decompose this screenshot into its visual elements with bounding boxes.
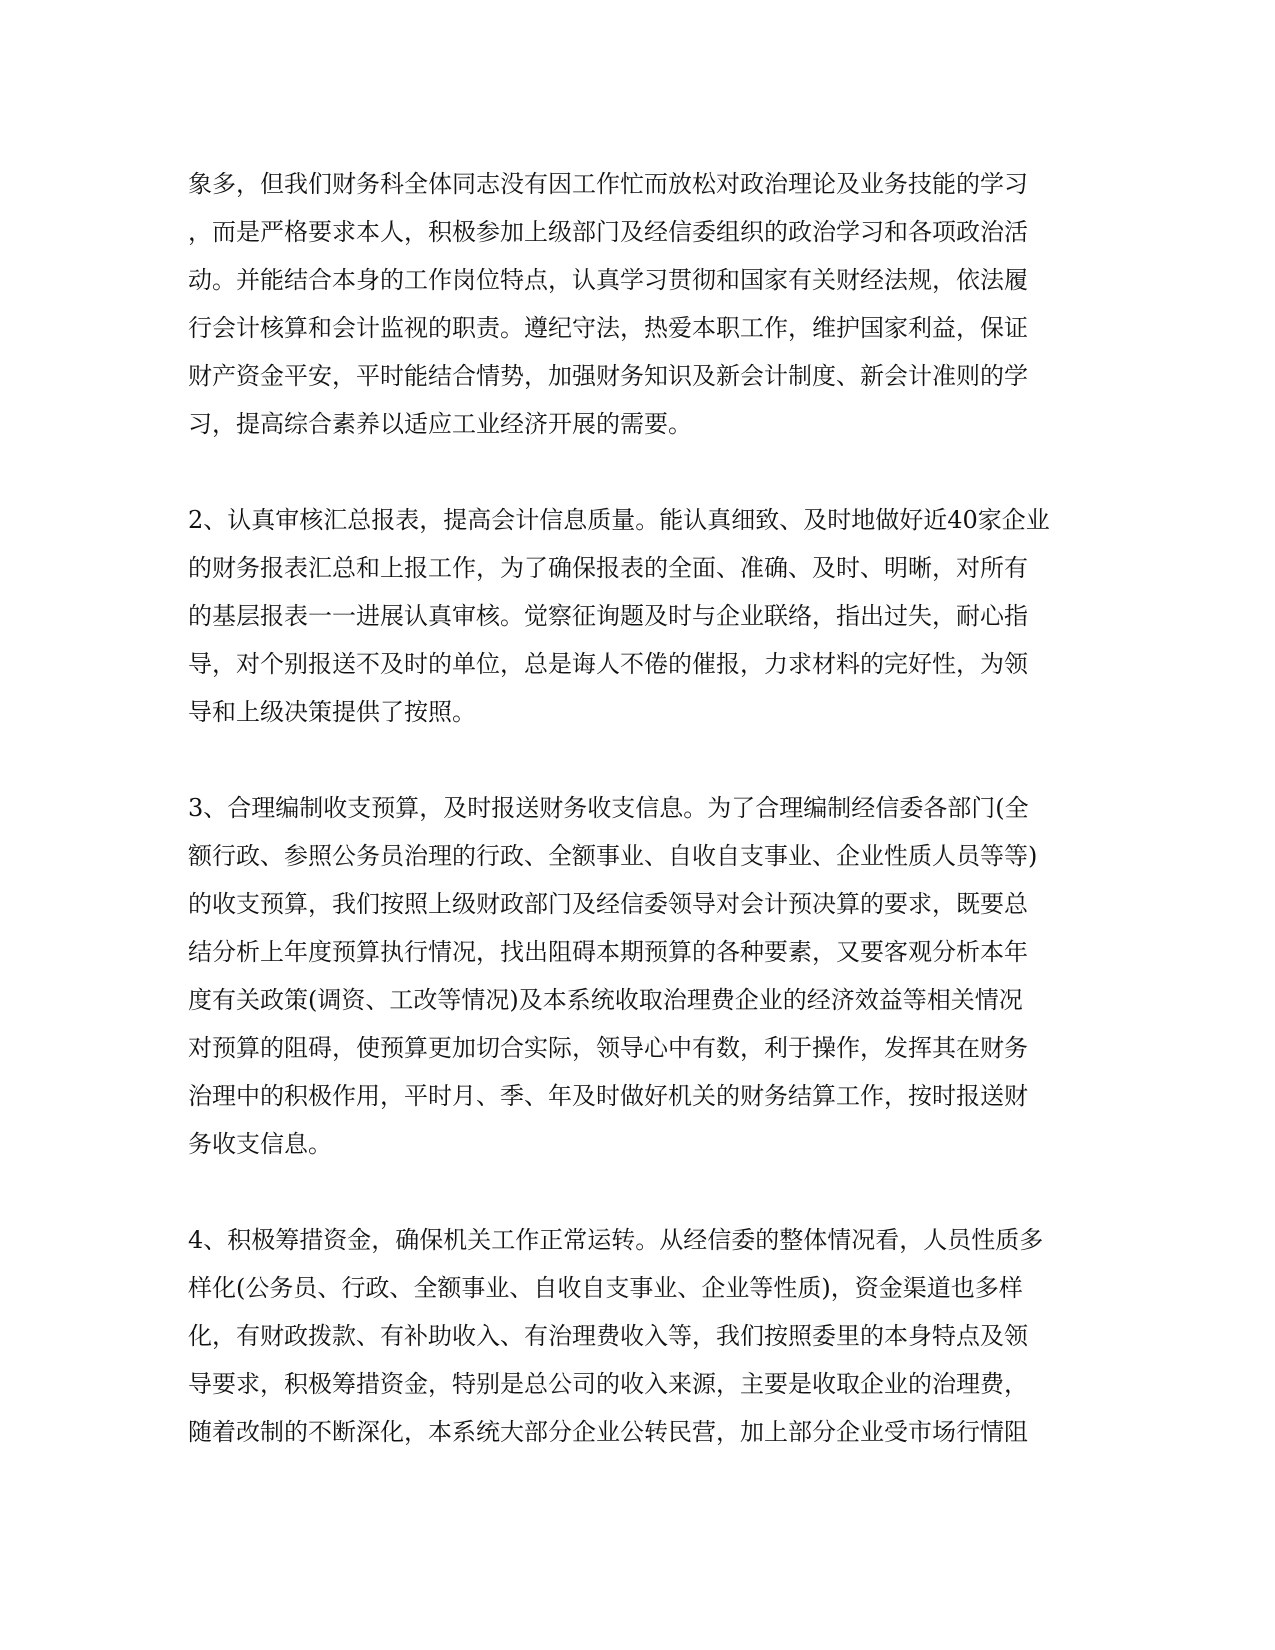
text-line: 3、合理编制收支预算，及时报送财务收支信息。为了合理编制经信委各部门(全	[188, 794, 1029, 822]
text-line: 导和上级决策提供了按照。	[188, 698, 476, 726]
text-line: 财产资金平安，平时能结合情势，加强财务知识及新会计制度、新会计准则的学	[188, 362, 1028, 390]
text-line: 额行政、参照公务员治理的行政、全额事业、自收自支事业、企业性质人员等等)	[188, 842, 1038, 870]
text-line: 动。并能结合本身的工作岗位特点，认真学习贯彻和国家有关财经法规，依法履	[188, 266, 1028, 294]
text-line: 习，提高综合素养以适应工业经济开展的需要。	[188, 410, 692, 438]
text-line: 务收支信息。	[188, 1130, 332, 1158]
text-line: ，而是严格要求本人，积极参加上级部门及经信委组织的政治学习和各项政治活	[188, 218, 1028, 246]
text-line: 度有关政策(调资、工改等情况)及本系统收取治理费企业的经济效益等相关情况	[188, 986, 1023, 1014]
text-line: 2、认真审核汇总报表，提高会计信息质量。能认真细致、及时地做好近40家企业	[188, 506, 1050, 534]
paragraph-2	[188, 496, 1068, 736]
text-line: 象多，但我们财务科全体同志没有因工作忙而放松对政治理论及业务技能的学习	[188, 170, 1028, 198]
text-line: 随着改制的不断深化，本系统大部分企业公转民营，加上部分企业受市场行情阻	[188, 1418, 1028, 1446]
text-line: 化，有财政拨款、有补助收入、有治理费收入等，我们按照委里的本身特点及领	[188, 1322, 1028, 1350]
text-line: 的财务报表汇总和上报工作，为了确保报表的全面、准确、及时、明晰，对所有	[188, 554, 1028, 582]
text-line: 的基层报表一一进展认真审核。觉察征询题及时与企业联络，指出过失，耐心指	[188, 602, 1028, 630]
paragraph-1	[188, 160, 1068, 448]
document-body	[188, 160, 1068, 1456]
paragraph-spacer	[188, 448, 1068, 496]
text-line: 导要求，积极筹措资金，特别是总公司的收入来源，主要是收取企业的治理费，	[188, 1370, 1028, 1398]
text-line: 行会计核算和会计监视的职责。遵纪守法，热爱本职工作，维护国家利益，保证	[188, 314, 1028, 342]
paragraph-4	[188, 1216, 1068, 1456]
text-line: 结分析上年度预算执行情况，找出阻碍本期预算的各种要素，又要客观分析本年	[188, 938, 1028, 966]
paragraph-spacer	[188, 1168, 1068, 1216]
text-line: 对预算的阻碍，使预算更加切合实际，领导心中有数，利于操作，发挥其在财务	[188, 1034, 1028, 1062]
text-line: 样化(公务员、行政、全额事业、自收自支事业、企业等性质)，资金渠道也多样	[188, 1274, 1023, 1302]
text-line: 治理中的积极作用，平时月、季、年及时做好机关的财务结算工作，按时报送财	[188, 1082, 1028, 1110]
paragraph-3	[188, 784, 1068, 1168]
paragraph-spacer	[188, 736, 1068, 784]
text-line: 4、积极筹措资金，确保机关工作正常运转。从经信委的整体情况看，人员性质多	[188, 1226, 1044, 1254]
text-line: 的收支预算，我们按照上级财政部门及经信委领导对会计预决算的要求，既要总	[188, 890, 1028, 918]
text-line: 导，对个别报送不及时的单位，总是诲人不倦的催报，力求材料的完好性，为领	[188, 650, 1028, 678]
